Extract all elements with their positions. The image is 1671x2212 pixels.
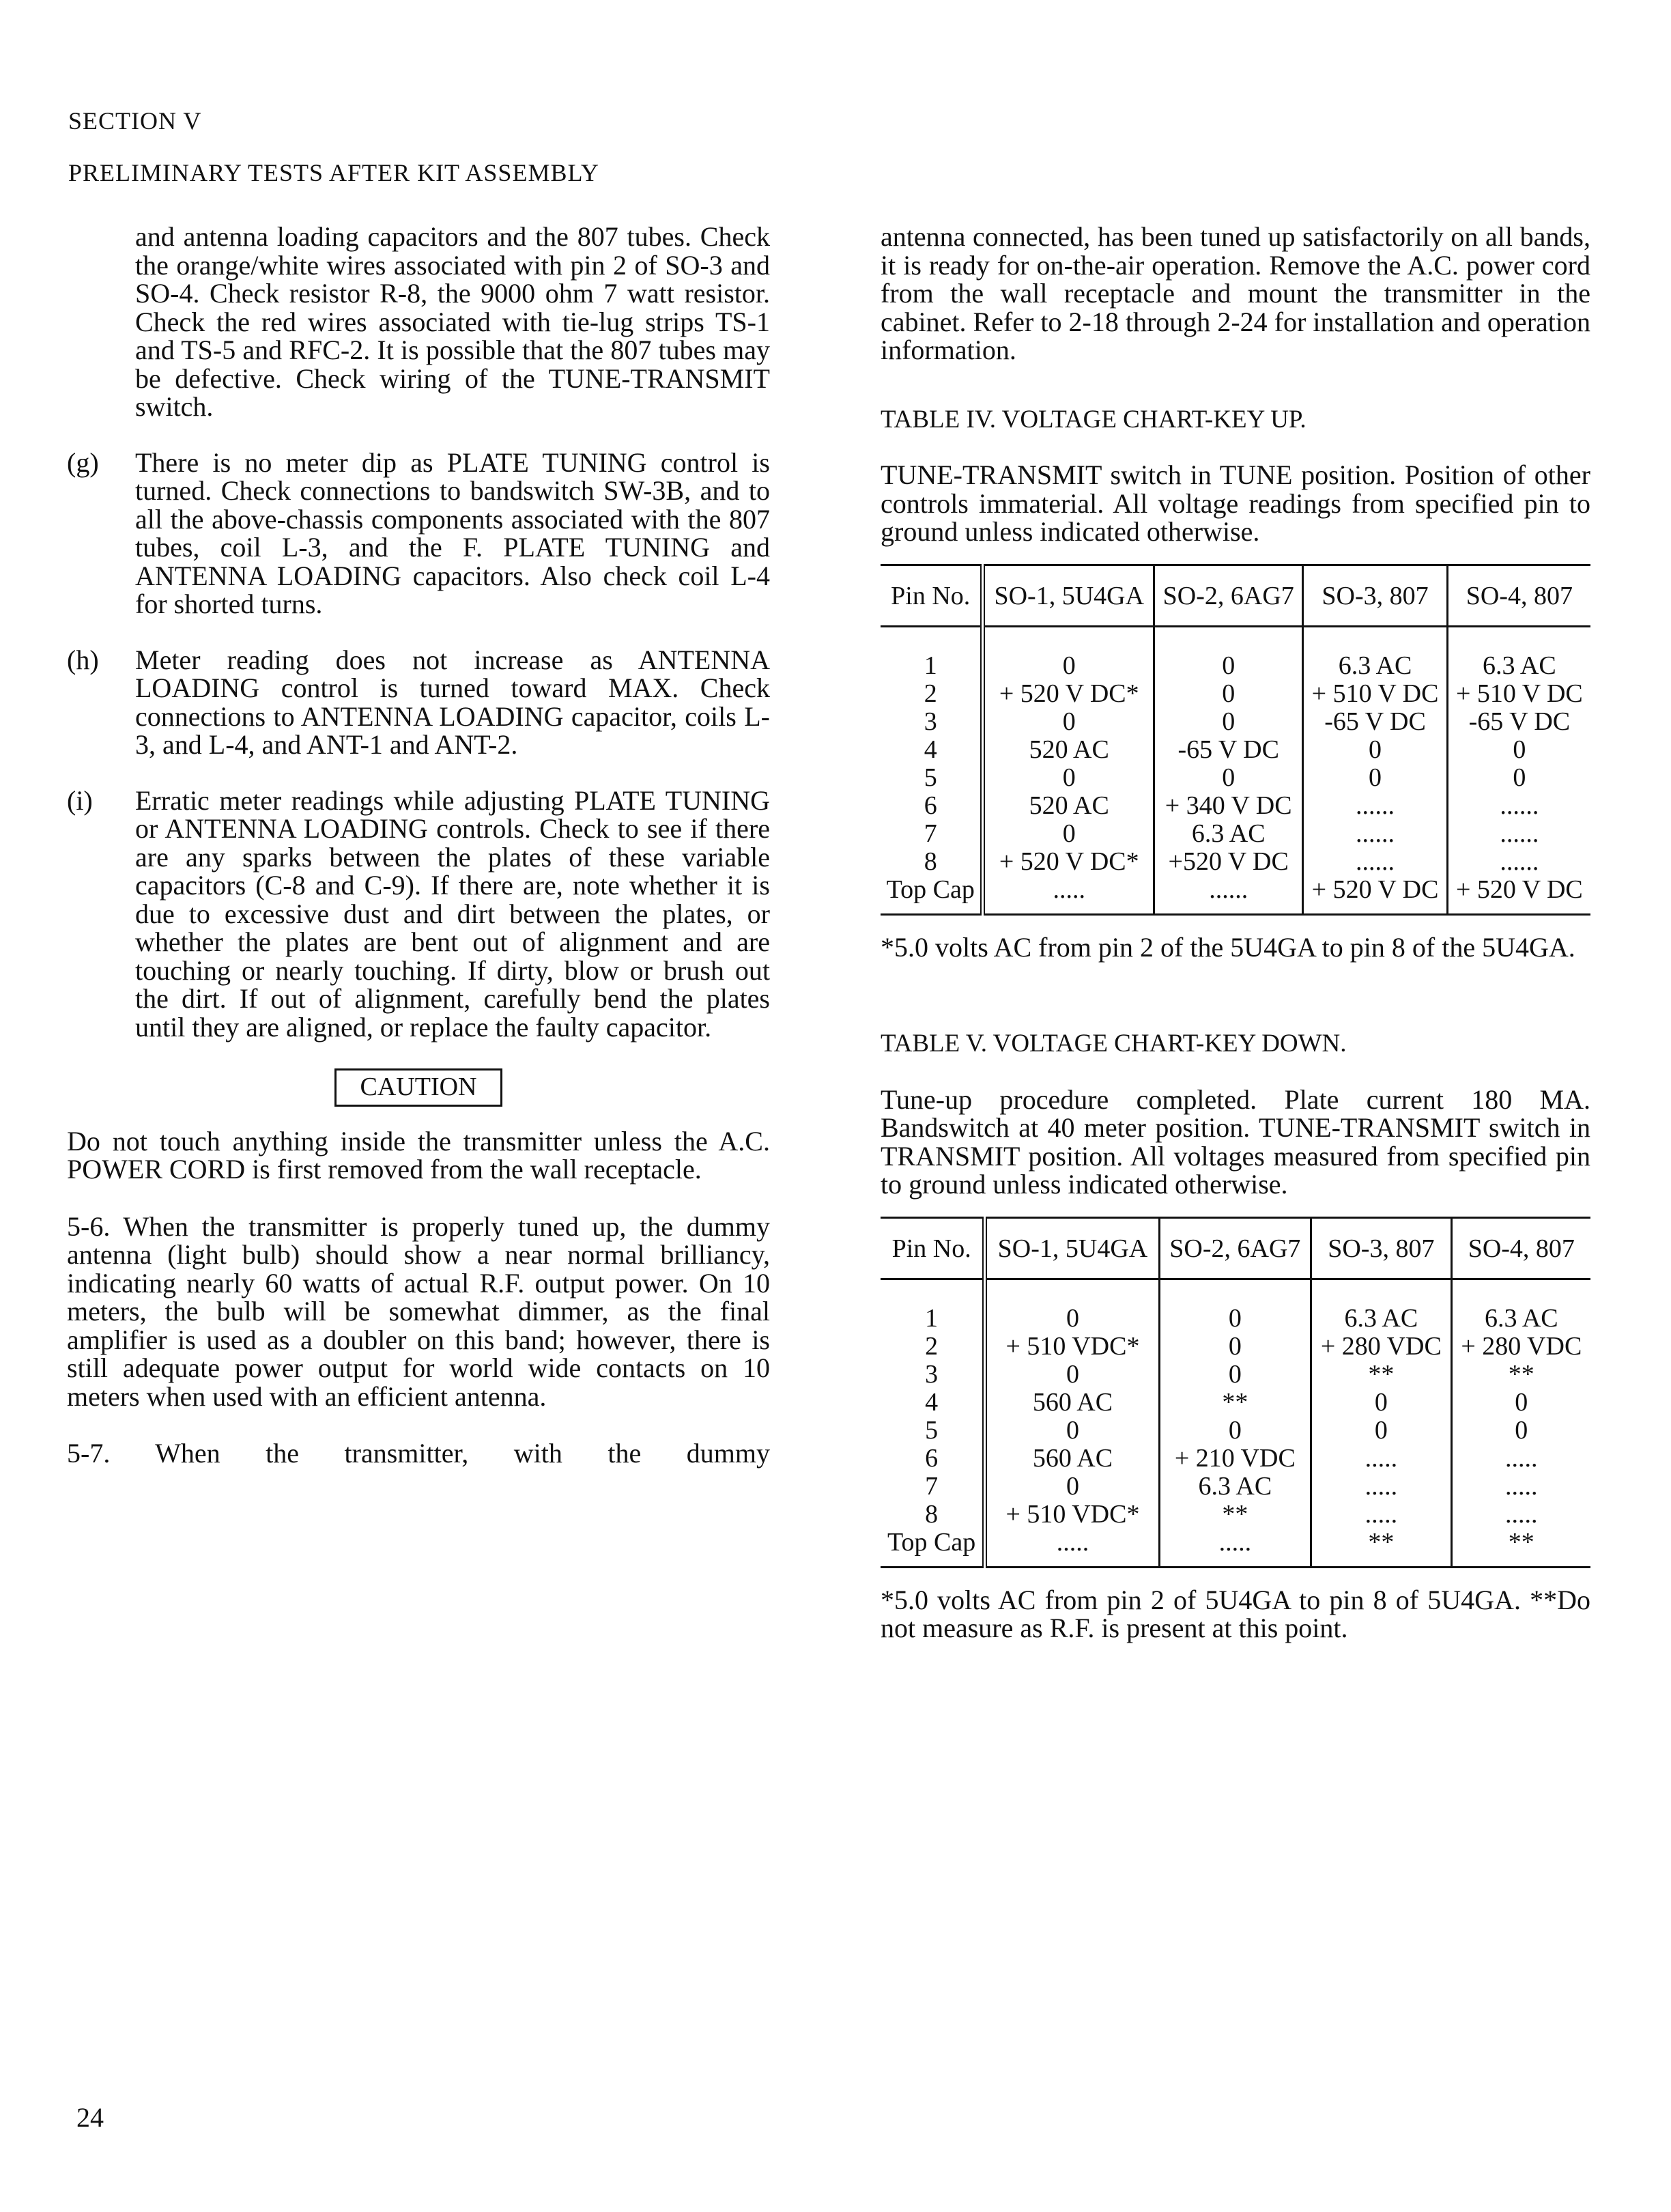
table-cell: 520 AC — [983, 792, 1154, 820]
table-cell: ...... — [1303, 848, 1447, 876]
table-row — [881, 1333, 1590, 1361]
table-cell: + 210 VDC — [1159, 1445, 1311, 1473]
table-cell: 5 — [925, 1415, 939, 1445]
table-cell: 0 — [1159, 1361, 1311, 1389]
column-header: SO-3, 807 — [1311, 1217, 1452, 1279]
table-cell: 0 — [1311, 1389, 1452, 1417]
table-cell: 0 — [1154, 626, 1303, 680]
table-cell: 0 — [1159, 1333, 1311, 1361]
table-cell: + 510 VDC* — [985, 1501, 1159, 1529]
section-title: PRELIMINARY TESTS AFTER KIT ASSEMBLY — [68, 159, 599, 186]
table-cell: ..... — [1159, 1529, 1311, 1568]
column-header: SO-1, 5U4GA — [983, 565, 1154, 626]
table-cell: 6 — [925, 1443, 939, 1473]
table-cell: + 510 VDC* — [985, 1333, 1159, 1361]
list-item — [67, 646, 770, 759]
table-cell: ..... — [1311, 1473, 1452, 1501]
table-cell: ** — [1159, 1389, 1311, 1417]
table-cell: -65 V DC — [1154, 736, 1303, 764]
table-v-intro: Tune-up procedure completed. Plate current 180 MA. Bandswitch at 40 meter position. TUNE-TRANSMIT switch in TRANSMIT position. All voltages measured from specified pin to ground unless indicated otherwise. — [881, 1083, 1590, 1200]
table-cell: 0 — [1447, 736, 1590, 764]
table-cell: ...... — [1303, 792, 1447, 820]
table-cell: + 340 V DC — [1154, 792, 1303, 820]
table-cell: 2 — [924, 679, 937, 708]
table-cell: 0 — [1154, 764, 1303, 792]
table-cell: 3 — [924, 707, 937, 736]
table-cell: + 520 V DC* — [983, 848, 1154, 876]
table-cell: ..... — [985, 1529, 1159, 1568]
table-cell: ..... — [1311, 1501, 1452, 1529]
column-header: SO-1, 5U4GA — [985, 1217, 1159, 1279]
table-cell: 0 — [983, 764, 1154, 792]
table-cell: ...... — [1447, 792, 1590, 820]
item-text: Meter reading does not increase as ANTENNA LOADING control is turned toward MAX. Check connections to ANTENNA LOADING capacitor, coils L-3, and L-4, and ANT-1 and ANT-2. — [135, 644, 770, 760]
table-cell: ..... — [1451, 1445, 1590, 1473]
table-cell: 0 — [1159, 1279, 1311, 1333]
table-cell: ** — [1311, 1529, 1452, 1568]
table-cell: ..... — [983, 876, 1154, 915]
table-cell: 6.3 AC — [1447, 626, 1590, 680]
table-cell: 7 — [924, 819, 937, 848]
table-cell: 0 — [983, 626, 1154, 680]
table-cell: ...... — [1154, 876, 1303, 915]
table-cell: + 510 V DC — [1303, 680, 1447, 708]
column-header: Pin No. — [881, 565, 983, 626]
item-label: (g) — [67, 446, 99, 478]
table-v-note: *5.0 volts AC from pin 2 of 5U4GA to pin 8 of 5U4GA. **Do not measure as R.F. is present at this point. — [881, 1584, 1590, 1643]
table-row — [881, 1529, 1590, 1568]
intro-paragraph: and antenna loading capacitors and the 807 tubes. Check the orange/white wires associated with pin 2 of SO-3 and SO-4. Check resistor R-8, the 9000 ohm 7 watt resistor. Check the red wires associated with tie-lug strips TS-1 and TS-5 and RFC-2. It is possible that the 807 tubes may be defective. Check wiring of the TUNE-TRANSMIT switch. — [135, 221, 770, 422]
table-cell: 0 — [1451, 1389, 1590, 1417]
list-item — [67, 786, 770, 1042]
table-cell: 6.3 AC — [1303, 626, 1447, 680]
table-cell: 560 AC — [985, 1445, 1159, 1473]
table-cell: + 280 VDC — [1451, 1333, 1590, 1361]
table-cell: 8 — [925, 1499, 939, 1529]
table-row — [881, 848, 1590, 876]
table-row — [881, 680, 1590, 708]
table-cell: 0 — [985, 1361, 1159, 1389]
table-cell: ** — [1159, 1501, 1311, 1529]
table-cell: Top Cap — [881, 876, 983, 915]
item-text: Erratic meter readings while adjusting PLATE TUNING or ANTENNA LOADING controls. Check to see if there are any sparks between the plates of these variable capacitors (C-8 and C-9). If there are, note whether it is due to excessive dust and dirt between the plates, or whether the plates are bent out of alignment and are touching or nearly touching. If dirty, blow or brush out the dirt. If out of alignment, carefully bend the plates until they are aligned, or replace the faulty capacitor. — [135, 784, 770, 1043]
continuation-paragraph: antenna connected, has been tuned up satisfactorily on all bands, it is ready for on-the-air operation. Remove the A.C. power cord from the wall receptacle and mount the transmitter in the cabinet. Refer to 2-18 through 2-24 for installation and operation information. — [881, 221, 1590, 365]
table-cell: + 520 V DC — [1303, 876, 1447, 915]
table-v-title: TABLE V. VOLTAGE CHART-KEY DOWN. — [881, 1030, 1347, 1058]
table-cell: 6 — [924, 791, 937, 820]
table-cell: 8 — [924, 847, 937, 876]
table-cell: 1 — [925, 1303, 939, 1333]
table-cell: ...... — [1447, 820, 1590, 848]
table-cell: ..... — [1451, 1501, 1590, 1529]
column-header: SO-4, 807 — [1447, 565, 1590, 626]
table-cell: 7 — [925, 1471, 939, 1501]
table-cell: Top Cap — [881, 1529, 985, 1568]
caution-box: CAUTION — [334, 1068, 502, 1107]
table-iv — [881, 564, 1590, 916]
table-row — [881, 708, 1590, 736]
table-cell: ..... — [1311, 1445, 1452, 1473]
table-cell: ...... — [1303, 820, 1447, 848]
table-cell: 0 — [1159, 1417, 1311, 1445]
table-iv-note: *5.0 volts AC from pin 2 of the 5U4GA to pin 8 of the 5U4GA. — [881, 931, 1575, 963]
table-cell: 0 — [1154, 708, 1303, 736]
table-row — [881, 792, 1590, 820]
table-row — [881, 1445, 1590, 1473]
table-cell: 0 — [985, 1473, 1159, 1501]
section-label: SECTION V — [68, 107, 202, 134]
right-column — [881, 223, 1590, 1643]
column-header: SO-2, 6AG7 — [1154, 565, 1303, 626]
table-cell: 1 — [924, 651, 937, 680]
table-cell: ** — [1311, 1361, 1452, 1389]
caution-text: Do not touch anything inside the transmitter unless the A.C. POWER CORD is first removed from the wall receptacle. — [67, 1125, 770, 1185]
table-cell: -65 V DC — [1447, 708, 1590, 736]
table-cell: 2 — [925, 1331, 939, 1361]
table-cell: 0 — [1154, 680, 1303, 708]
table-row — [881, 1361, 1590, 1389]
column-header: Pin No. — [881, 1217, 985, 1279]
table-cell: ** — [1451, 1361, 1590, 1389]
table-cell: 0 — [1303, 736, 1447, 764]
table-cell: 6.3 AC — [1311, 1279, 1452, 1333]
column-header: SO-3, 807 — [1303, 565, 1447, 626]
table-cell: + 520 V DC* — [983, 680, 1154, 708]
table-cell: -65 V DC — [1303, 708, 1447, 736]
table-cell: ..... — [1451, 1473, 1590, 1501]
column-header: SO-2, 6AG7 — [1159, 1217, 1311, 1279]
table-row — [881, 1389, 1590, 1417]
table-cell: 560 AC — [985, 1389, 1159, 1417]
table-cell: 0 — [1311, 1417, 1452, 1445]
table-cell: +520 V DC — [1154, 848, 1303, 876]
table-cell: 6.3 AC — [1154, 820, 1303, 848]
table-cell: 0 — [983, 820, 1154, 848]
table-row — [881, 1417, 1590, 1445]
table-cell: 3 — [925, 1359, 939, 1389]
table-cell: ...... — [1447, 848, 1590, 876]
table-row — [881, 1279, 1590, 1333]
table-row — [881, 820, 1590, 848]
table-iv-intro: TUNE-TRANSMIT switch in TUNE position. Position of other controls immaterial. All voltage readings from specified pin to ground unless indicated otherwise. — [881, 459, 1590, 547]
table-iv-title: TABLE IV. VOLTAGE CHART-KEY UP. — [881, 405, 1306, 434]
table-row — [881, 1501, 1590, 1529]
table-cell: + 520 V DC — [1447, 876, 1590, 915]
table-cell: 5 — [924, 763, 937, 792]
item-label: (i) — [67, 784, 93, 816]
table-cell: 0 — [1451, 1417, 1590, 1445]
table-v — [881, 1217, 1590, 1568]
list-item — [67, 446, 770, 619]
page-number: 24 — [76, 2102, 104, 2133]
table-cell: 0 — [985, 1279, 1159, 1333]
left-column — [67, 223, 770, 1468]
item-label: (h) — [67, 644, 99, 675]
paragraph-5-6: 5-6. When the transmitter is properly tuned up, the dummy antenna (light bulb) should show a near normal brilliancy, indicating nearly 60 watts of actual R.F. output power. On 10 meters, the bulb will be somewhat dimmer, as the final amplifier is used as a doubler on this band; however, there is still adequate power output for world wide contacts on 10 meters when used with an efficient antenna. — [67, 1210, 770, 1412]
table-cell: + 280 VDC — [1311, 1333, 1452, 1361]
table-cell: 0 — [1303, 764, 1447, 792]
table-cell: 6.3 AC — [1451, 1279, 1590, 1333]
table-row — [881, 764, 1590, 792]
paragraph-5-7: 5-7. When the transmitter, with the dummy — [67, 1438, 770, 1469]
table-row — [881, 736, 1590, 764]
table-cell: 4 — [924, 735, 937, 764]
column-header: SO-4, 807 — [1451, 1217, 1590, 1279]
table-cell: ** — [1451, 1529, 1590, 1568]
table-row — [881, 626, 1590, 680]
table-cell: 4 — [925, 1387, 939, 1417]
table-cell: 0 — [1447, 764, 1590, 792]
table-cell: 6.3 AC — [1159, 1473, 1311, 1501]
table-row — [881, 1473, 1590, 1501]
table-cell: 0 — [983, 708, 1154, 736]
item-text: There is no meter dip as PLATE TUNING control is turned. Check connections to bandswitch SW-3B, and to all the above-chassis components associated with the 807 tubes, coil L-3, and the F. PLATE TUNING and ANTENNA LOADING capacitors. Also check coil L-4 for shorted turns. — [135, 446, 770, 619]
table-cell: 0 — [985, 1417, 1159, 1445]
table-row — [881, 876, 1590, 915]
table-cell: + 510 V DC — [1447, 680, 1590, 708]
table-cell: 520 AC — [983, 736, 1154, 764]
